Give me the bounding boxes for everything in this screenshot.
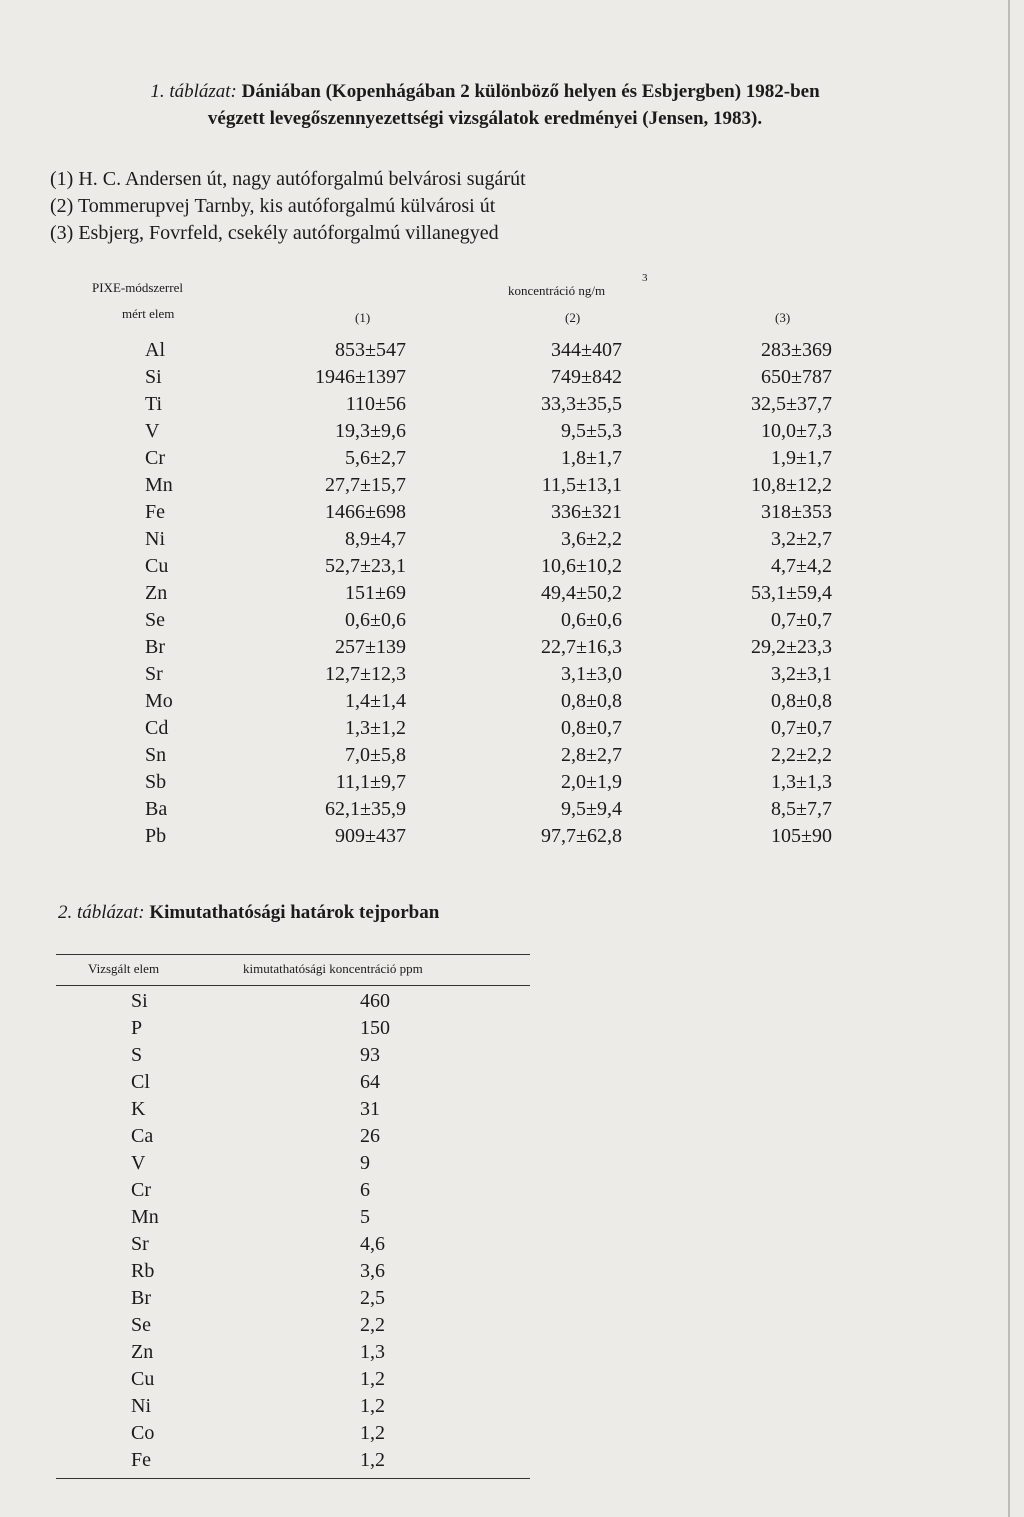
site3-value: 10,0±7,3 — [761, 420, 832, 442]
legend-site-3: (3) Esbjerg, Fovrfeld, csekély autóforgalmú villanegyed — [50, 222, 499, 244]
table1-row — [0, 366, 1024, 393]
table2-row — [0, 1125, 1024, 1152]
site2-value: 2,8±2,7 — [561, 744, 622, 766]
site3-value: 3,2±3,1 — [771, 663, 832, 685]
site1-value: 151±69 — [345, 582, 406, 604]
table1-row — [0, 447, 1024, 474]
detection-limit-value: 31 — [360, 1098, 380, 1120]
site2-value: 10,6±10,2 — [541, 555, 622, 577]
site3-value: 3,2±2,7 — [771, 528, 832, 550]
site1-value: 5,6±2,7 — [345, 447, 406, 469]
table2-header-concentration: kimutathatósági koncentráció ppm — [243, 961, 423, 976]
table1-row — [0, 636, 1024, 663]
header-col-1: (1) — [355, 310, 371, 325]
site1-value: 1466±698 — [325, 501, 406, 523]
site3-value: 650±787 — [761, 366, 832, 388]
element-cell: Sr — [145, 663, 163, 685]
site1-value: 8,9±4,7 — [345, 528, 406, 550]
site2-value: 0,8±0,7 — [561, 717, 622, 739]
element-cell: Sn — [145, 744, 167, 766]
legend-site-1: (1) H. C. Andersen út, nagy autóforgalmú belvárosi sugárút — [50, 168, 526, 190]
detection-limit-value: 150 — [360, 1017, 390, 1039]
table1-caption-line1: Dániában (Kopenhágában 2 különböző helyen és Esbjergben) 1982-ben — [241, 81, 820, 102]
table1-row — [0, 717, 1024, 744]
element-cell: K — [131, 1098, 146, 1120]
site3-value: 1,9±1,7 — [771, 447, 832, 469]
site3-value: 318±353 — [761, 501, 832, 523]
element-cell: Br — [131, 1287, 151, 1309]
table1-row — [0, 582, 1024, 609]
site2-value: 749±842 — [551, 366, 622, 388]
detection-limit-value: 26 — [360, 1125, 380, 1147]
site2-value: 2,0±1,9 — [561, 771, 622, 793]
table2-row — [0, 1449, 1024, 1476]
site2-value: 33,3±35,5 — [541, 393, 622, 415]
site3-value: 0,8±0,8 — [771, 690, 832, 712]
element-cell: Cr — [145, 447, 165, 469]
detection-limit-value: 3,6 — [360, 1260, 385, 1282]
table1-row — [0, 744, 1024, 771]
table2-row — [0, 990, 1024, 1017]
table2-row — [0, 1098, 1024, 1125]
site1-value: 11,1±9,7 — [335, 771, 406, 793]
site3-value: 105±90 — [771, 825, 832, 847]
table1-row — [0, 771, 1024, 798]
site2-value: 1,8±1,7 — [561, 447, 622, 469]
site1-value: 52,7±23,1 — [325, 555, 406, 577]
site2-value: 97,7±62,8 — [541, 825, 622, 847]
site1-value: 909±437 — [335, 825, 406, 847]
detection-limit-value: 6 — [360, 1179, 370, 1201]
detection-limit-value: 1,3 — [360, 1341, 385, 1363]
element-cell: V — [145, 420, 160, 442]
site1-value: 12,7±12,3 — [325, 663, 406, 685]
detection-limit-value: 2,5 — [360, 1287, 385, 1309]
legend-site-2: (2) Tommerupvej Tarnby, kis autóforgalmú külvárosi út — [50, 195, 496, 217]
site1-value: 0,6±0,6 — [345, 609, 406, 631]
element-cell: Cu — [145, 555, 169, 577]
table2-row — [0, 1422, 1024, 1449]
detection-limit-value: 9 — [360, 1152, 370, 1174]
table1-row — [0, 339, 1024, 366]
site2-value: 0,6±0,6 — [561, 609, 622, 631]
element-cell: Si — [145, 366, 162, 388]
element-cell: Se — [145, 609, 165, 631]
site1-value: 7,0±5,8 — [345, 744, 406, 766]
table1-row — [0, 663, 1024, 690]
table1-row — [0, 528, 1024, 555]
site2-value: 336±321 — [551, 501, 622, 523]
site1-value: 110±56 — [345, 393, 406, 415]
element-cell: S — [131, 1044, 143, 1066]
table2-caption-text: Kimutathatósági határok tejporban — [149, 902, 440, 923]
element-cell: Br — [145, 636, 165, 658]
header-concentration: koncentráció ng/m — [508, 283, 606, 298]
detection-limit-value: 1,2 — [360, 1368, 385, 1390]
element-cell: Ni — [131, 1395, 151, 1417]
site2-value: 9,5±5,3 — [561, 420, 622, 442]
element-cell: Rb — [131, 1260, 155, 1282]
site1-value: 27,7±15,7 — [325, 474, 406, 496]
table1-row — [0, 393, 1024, 420]
header-element: mért elem — [122, 306, 175, 321]
table2-row — [0, 1206, 1024, 1233]
table1-row — [0, 474, 1024, 501]
element-cell: Mn — [145, 474, 173, 496]
element-cell: Cu — [131, 1368, 155, 1390]
site1-value: 853±547 — [335, 339, 406, 361]
detection-limit-value: 460 — [360, 990, 390, 1012]
table1-row — [0, 798, 1024, 825]
site3-value: 283±369 — [761, 339, 832, 361]
table1-row — [0, 555, 1024, 582]
header-concentration-exponent: 3 — [642, 272, 648, 284]
table1-caption-line2: végzett levegőszennyezettségi vizsgálatok eredményei (Jensen, 1983). — [207, 108, 763, 129]
detection-limit-value: 1,2 — [360, 1395, 385, 1417]
site2-value: 344±407 — [551, 339, 622, 361]
element-cell: P — [131, 1017, 143, 1039]
element-cell: Ba — [145, 798, 168, 820]
site1-value: 19,3±9,6 — [335, 420, 406, 442]
detection-limit-value: 2,2 — [360, 1314, 385, 1336]
site2-value: 3,6±2,2 — [561, 528, 622, 550]
table1-site-legend — [50, 166, 526, 247]
element-cell: Al — [145, 339, 165, 361]
element-cell: Si — [131, 990, 148, 1012]
site3-value: 29,2±23,3 — [751, 636, 832, 658]
table2-row — [0, 1071, 1024, 1098]
table2-row — [0, 1017, 1024, 1044]
table2-header-rule — [56, 985, 530, 986]
element-cell: Pb — [145, 825, 167, 847]
table2-row — [0, 1368, 1024, 1395]
element-cell: Fe — [145, 501, 165, 523]
table1-caption-lead: 1. táblázat: — [150, 81, 237, 102]
table2-caption — [58, 902, 439, 924]
element-cell: Ca — [131, 1125, 154, 1147]
table2-row — [0, 1287, 1024, 1314]
detection-limit-value: 1,2 — [360, 1449, 385, 1471]
element-cell: Mo — [145, 690, 173, 712]
table2-row — [0, 1260, 1024, 1287]
element-cell: Zn — [145, 582, 168, 604]
table1-row — [0, 501, 1024, 528]
site2-value: 11,5±13,1 — [541, 474, 622, 496]
site1-value: 1946±1397 — [315, 366, 406, 388]
site3-value: 2,2±2,2 — [771, 744, 832, 766]
site3-value: 0,7±0,7 — [771, 717, 832, 739]
header-col-3: (3) — [775, 310, 791, 325]
element-cell: Cl — [131, 1071, 150, 1093]
element-cell: Ni — [145, 528, 165, 550]
table1-caption — [50, 78, 920, 132]
table2-bottom-rule — [56, 1478, 530, 1479]
site2-value: 0,8±0,8 — [561, 690, 622, 712]
element-cell: Mn — [131, 1206, 159, 1228]
element-cell: Sb — [145, 771, 167, 793]
site3-value: 10,8±12,2 — [751, 474, 832, 496]
detection-limit-value: 4,6 — [360, 1233, 385, 1255]
site3-value: 53,1±59,4 — [751, 582, 832, 604]
site3-value: 8,5±7,7 — [771, 798, 832, 820]
header-method: PIXE-módszerrel — [92, 280, 183, 295]
site1-value: 257±139 — [335, 636, 406, 658]
table2-caption-lead: 2. táblázat: — [58, 902, 145, 923]
table1-row — [0, 690, 1024, 717]
element-cell: Fe — [131, 1449, 151, 1471]
table2-row — [0, 1152, 1024, 1179]
element-cell: Cr — [131, 1179, 151, 1201]
site1-value: 62,1±35,9 — [325, 798, 406, 820]
element-cell: Ti — [145, 393, 163, 415]
site2-value: 22,7±16,3 — [541, 636, 622, 658]
element-cell: Se — [131, 1314, 151, 1336]
site3-value: 32,5±37,7 — [751, 393, 832, 415]
table1-row — [0, 420, 1024, 447]
detection-limit-value: 1,2 — [360, 1422, 385, 1444]
element-cell: V — [131, 1152, 146, 1174]
site3-value: 1,3±1,3 — [771, 771, 832, 793]
detection-limit-value: 5 — [360, 1206, 370, 1228]
detection-limit-value: 64 — [360, 1071, 380, 1093]
table2-header-element: Vizsgált elem — [88, 961, 160, 976]
table1-row — [0, 609, 1024, 636]
header-col-2: (2) — [565, 310, 581, 325]
table2-row — [0, 1314, 1024, 1341]
table2-row — [0, 1341, 1024, 1368]
site2-value: 49,4±50,2 — [541, 582, 622, 604]
site1-value: 1,4±1,4 — [345, 690, 406, 712]
table2-row — [0, 1179, 1024, 1206]
detection-limit-value: 93 — [360, 1044, 380, 1066]
element-cell: Zn — [131, 1341, 154, 1363]
element-cell: Co — [131, 1422, 155, 1444]
table2-top-rule — [56, 954, 530, 955]
table2-row — [0, 1395, 1024, 1422]
site2-value: 3,1±3,0 — [561, 663, 622, 685]
element-cell: Cd — [145, 717, 169, 739]
table2-row — [0, 1044, 1024, 1071]
element-cell: Sr — [131, 1233, 149, 1255]
site3-value: 4,7±4,2 — [771, 555, 832, 577]
table2-row — [0, 1233, 1024, 1260]
site1-value: 1,3±1,2 — [345, 717, 406, 739]
site3-value: 0,7±0,7 — [771, 609, 832, 631]
site2-value: 9,5±9,4 — [561, 798, 622, 820]
table1-row — [0, 825, 1024, 852]
